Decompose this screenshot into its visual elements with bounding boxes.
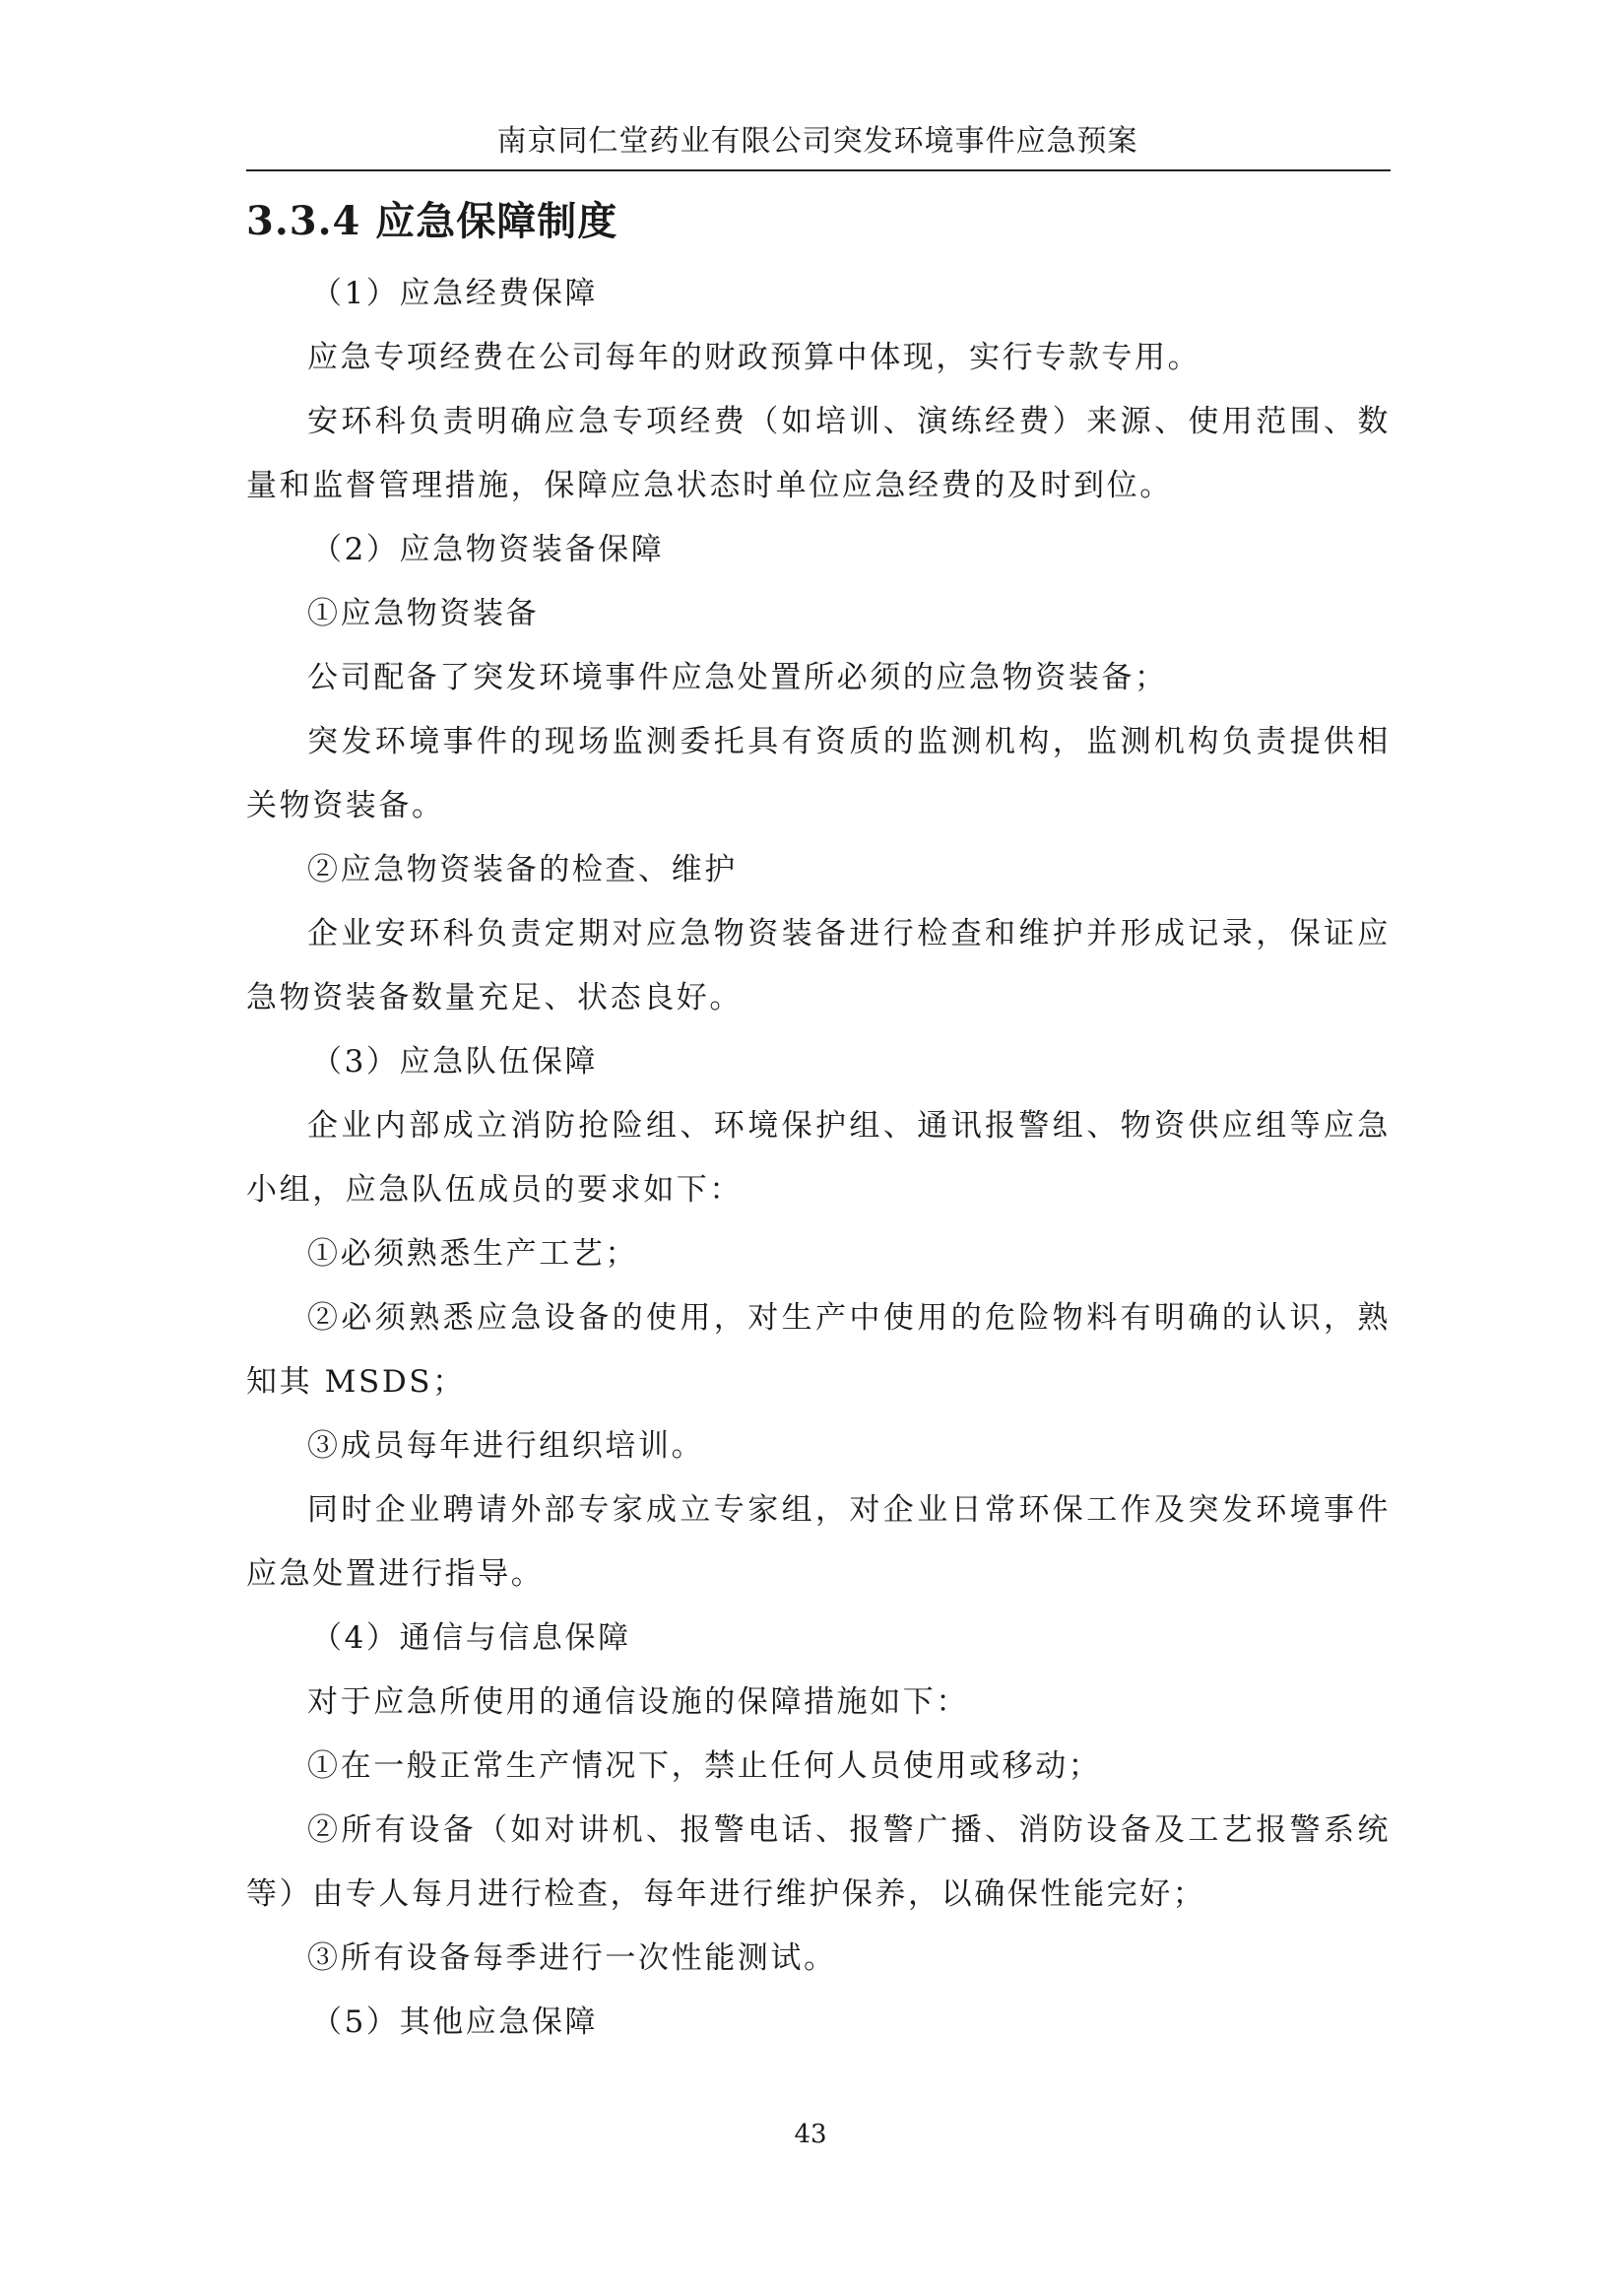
body-paragraph: ①在一般正常生产情况下，禁止任何人员使用或移动； bbox=[307, 1748, 1102, 1784]
body-paragraph: 同时企业聘请外部专家成立专家组，对企业日常环保工作及突发环境事件应急处置进行指导。 bbox=[246, 1492, 1391, 1592]
body-paragraph: ③所有设备每季进行一次性能测试。 bbox=[307, 1940, 837, 1976]
page-number: 43 bbox=[794, 2120, 827, 2149]
body-paragraph: 安环科负责明确应急专项经费（如培训、演练经费）来源、使用范围、数量和监督管理措施，保障应急状态时单位应急经费的及时到位。 bbox=[246, 404, 1391, 503]
body-paragraph: 应急专项经费在公司每年的财政预算中体现，实行专款专用。 bbox=[307, 340, 1201, 375]
body-paragraph: 突发环境事件的现场监测委托具有资质的监测机构，监测机构负责提供相关物资装备。 bbox=[246, 724, 1391, 823]
subsection-heading: （5）其他应急保障 bbox=[311, 2004, 599, 2040]
body-paragraph: ①应急物资装备 bbox=[307, 596, 540, 631]
subsection-heading: （3）应急队伍保障 bbox=[311, 1044, 599, 1080]
body-paragraph: 对于应急所使用的通信设施的保障措施如下： bbox=[307, 1684, 969, 1720]
subsection-heading: （1）应急经费保障 bbox=[311, 276, 599, 311]
body-paragraph: ②必须熟悉应急设备的使用，对生产中使用的危险物料有明确的认识，熟知其 MSDS； bbox=[246, 1300, 1391, 1400]
body-paragraph: ②所有设备（如对讲机、报警电话、报警广播、消防设备及工艺报警系统等）由专人每月进行检查，每年进行维护保养，以确保性能完好； bbox=[246, 1812, 1391, 1912]
subsection-heading: （4）通信与信息保障 bbox=[311, 1620, 631, 1656]
body-paragraph: ①必须熟悉生产工艺； bbox=[307, 1236, 638, 1272]
body-paragraph: 企业安环科负责定期对应急物资装备进行检查和维护并形成记录，保证应急物资装备数量充足、状态良好。 bbox=[246, 916, 1391, 1016]
running-header: 南京同仁堂药业有限公司突发环境事件应急预案 bbox=[496, 124, 1138, 159]
subsection-heading: （2）应急物资装备保障 bbox=[311, 532, 665, 567]
body-paragraph: ②应急物资装备的检查、维护 bbox=[307, 852, 738, 887]
section-heading: 3.3.4 应急保障制度 bbox=[246, 198, 618, 244]
body-paragraph: 企业内部成立消防抢险组、环境保护组、通讯报警组、物资供应组等应急小组，应急队伍成员的要求如下： bbox=[246, 1108, 1391, 1208]
body-paragraph: ③成员每年进行组织培训。 bbox=[307, 1428, 705, 1464]
body-paragraph: 公司配备了突发环境事件应急处置所必须的应急物资装备； bbox=[307, 660, 1168, 695]
body-content bbox=[246, 262, 1391, 2055]
header-rule bbox=[246, 169, 1391, 171]
